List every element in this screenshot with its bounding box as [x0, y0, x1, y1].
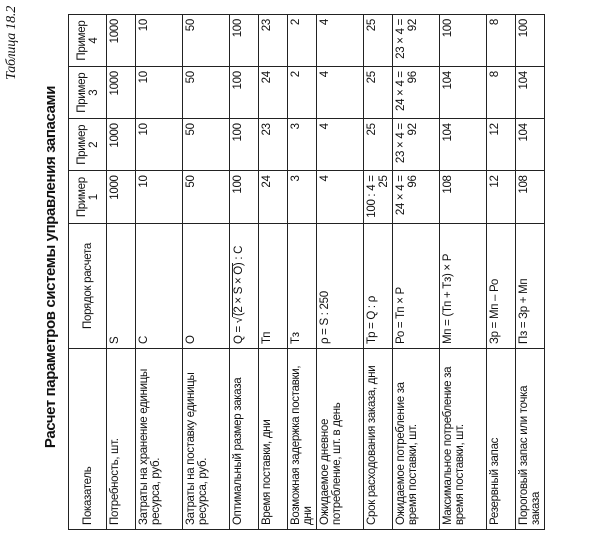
value-cell: 104: [516, 119, 545, 171]
method-cell: S: [107, 224, 136, 349]
value-cell: 1000: [107, 171, 136, 224]
indicator-cell: Ожидаемое потребление за время поставки, шт.: [393, 349, 440, 530]
value-cell: 10: [136, 67, 183, 119]
col-header-example-4: Пример 4: [69, 15, 107, 67]
value-cell: 23 × 4 = 92: [393, 15, 440, 67]
value-cell: 24: [259, 171, 288, 224]
value-cell: 2: [288, 67, 317, 119]
value-cell: 50: [183, 119, 230, 171]
value-cell: 50: [183, 171, 230, 224]
method-cell: [230, 224, 259, 349]
value-cell: 1000: [107, 67, 136, 119]
header-row: [69, 15, 107, 530]
value-cell: 2: [288, 15, 317, 67]
table-row: [259, 15, 288, 530]
value-cell: 12: [487, 119, 516, 171]
method-cell: Тп: [259, 224, 288, 349]
table-row: [364, 15, 393, 530]
col-header-example-2: Пример 2: [69, 119, 107, 171]
table-row: [183, 15, 230, 530]
table-row: [487, 15, 516, 530]
method-cell: Тр = Q : ρ: [364, 224, 393, 349]
value-cell: 4: [317, 119, 364, 171]
method-cell: ρ = S : 250: [317, 224, 364, 349]
value-cell: 25: [364, 119, 393, 171]
value-cell: 1000: [107, 15, 136, 67]
value-cell: 100: [230, 119, 259, 171]
value-cell: 25: [364, 15, 393, 67]
value-cell: 4: [317, 171, 364, 224]
indicator-cell: Затраты на хранение единицы ресурса, руб.: [136, 349, 183, 530]
method-cell: C: [136, 224, 183, 349]
value-cell: 24: [259, 67, 288, 119]
value-cell: 24 × 4 = 96: [393, 171, 440, 224]
table-row: [317, 15, 364, 530]
value-cell: 104: [516, 67, 545, 119]
table-row: [107, 15, 136, 530]
value-cell: 104: [440, 119, 487, 171]
table-row: [136, 15, 183, 530]
value-cell: 50: [183, 67, 230, 119]
col-header-indicator: Показатель: [69, 349, 107, 530]
value-cell: 4: [317, 15, 364, 67]
table-row: [393, 15, 440, 530]
value-cell: 10: [136, 15, 183, 67]
indicator-cell: Срок расходования заказа, дни: [364, 349, 393, 530]
formula-suffix: : C: [233, 245, 245, 263]
indicator-cell: Пороговый запас или точка заказа: [516, 349, 545, 530]
table-title: Расчет параметров системы управления запасами: [42, 85, 59, 449]
indicator-cell: Возможная задержка поставки, дни: [288, 349, 317, 530]
value-cell: 104: [440, 67, 487, 119]
value-cell: 8: [487, 15, 516, 67]
value-cell: 23: [259, 119, 288, 171]
value-cell: 100: [516, 15, 545, 67]
formula-radicand: (2 × S × O): [233, 262, 245, 317]
value-cell: 100: [230, 67, 259, 119]
value-cell: 108: [516, 171, 545, 224]
method-cell: Зр = Мп – Ро: [487, 224, 516, 349]
table-row: [440, 15, 487, 530]
parameters-table: [68, 14, 545, 530]
value-cell: 24 × 4 = 96: [393, 67, 440, 119]
value-cell: 50: [183, 15, 230, 67]
table-row: [516, 15, 545, 530]
formula-prefix: Q = √: [233, 317, 245, 344]
indicator-cell: Оптимальный размер заказа: [230, 349, 259, 530]
method-cell: Ро = Тп × Р: [393, 224, 440, 349]
col-header-example-1: Пример 1: [69, 171, 107, 224]
method-cell: O: [183, 224, 230, 349]
indicator-cell: Максимальное потребление за время поставки, шт.: [440, 349, 487, 530]
col-header-example-3: Пример 3: [69, 67, 107, 119]
table-row: [288, 15, 317, 530]
indicator-cell: Время поставки, дни: [259, 349, 288, 530]
method-cell: Мп = (Тп + Тз) × Р: [440, 224, 487, 349]
indicator-cell: Затраты на поставку единицы ресурса, руб.: [183, 349, 230, 530]
value-cell: 100 : 4 = 25: [364, 171, 393, 224]
col-header-method: Порядок расчета: [69, 224, 107, 349]
value-cell: 1000: [107, 119, 136, 171]
sqrt-formula: [232, 246, 245, 344]
table-row: [230, 15, 259, 530]
value-cell: 23 × 4 = 92: [393, 119, 440, 171]
value-cell: 10: [136, 119, 183, 171]
value-cell: 100: [230, 171, 259, 224]
indicator-cell: Резервный запас: [487, 349, 516, 530]
value-cell: 100: [230, 15, 259, 67]
indicator-cell: Ожидаемое дневное потребление, шт. в день: [317, 349, 364, 530]
value-cell: 23: [259, 15, 288, 67]
value-cell: 4: [317, 67, 364, 119]
value-cell: 3: [288, 171, 317, 224]
value-cell: 3: [288, 119, 317, 171]
table-number: Таблица 18.2: [4, 6, 19, 80]
indicator-cell: Потребность, шт.: [107, 349, 136, 530]
value-cell: 108: [440, 171, 487, 224]
value-cell: 12: [487, 171, 516, 224]
value-cell: 100: [440, 15, 487, 67]
method-cell: Пз = Зр + Мп: [516, 224, 545, 349]
value-cell: 25: [364, 67, 393, 119]
method-cell: Тз: [288, 224, 317, 349]
value-cell: 8: [487, 67, 516, 119]
value-cell: 10: [136, 171, 183, 224]
